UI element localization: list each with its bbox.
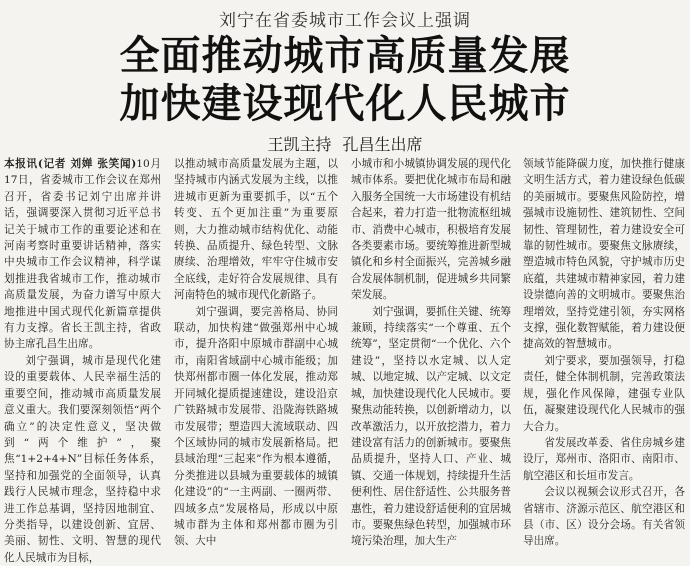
body-paragraph: 刘宁强调，城市是现代化建设的重要载体、人民幸福生活的重要空间，推动城市高质量发展意义重大。我们要深刻领悟“两个确立”的决定性意义，坚决做到“两个维护”，聚焦“1+2+4+N”目标任务体系，坚持和加强党的全面领导，认真践行人民城市理念，坚持稳中求进工作总基调，坚持因地制宜、分类指导，以建设创新、宜居、美丽、韧性、文明、智慧的现代化人民城市为目标，: [4, 354, 161, 564]
article-column-1: [4, 156, 161, 564]
article-column-2: [174, 156, 338, 548]
article-column-4: [523, 156, 685, 548]
body-paragraph: 刘宁强调，要完善格局、协同联动，加快构建“做强郑州中心城市，提升洛阳中原城市群副中心城市，南阳省域副中心城市能级；加快郑州都市圈一体化发展，推动郑开同城化提质提速建设，建设沿京广铁路城市发展带、沿陇海铁路城市发展带；塑造四大流域联动、四个区域协同的城市发展新格局。把县域治理“三起来”作为根本遵循，分类推进以县城为重要载体的城镇化建设”的“一主两副、一圈两带、四域多点”发展格局，形成以中原城市群为主体和郑州都市圈为引领、大中: [174, 305, 338, 548]
headline-line-2: 加快建设现代化人民城市: [119, 81, 571, 127]
article-subtitle: 王凯主持 孔昌生出席: [267, 135, 423, 154]
headline-line-1: 全面推动城市高质量发展: [119, 33, 571, 79]
article-column-3: [351, 156, 511, 548]
article-kicker: 刘宁在省委城市工作会议上强调: [219, 11, 471, 31]
body-paragraph: 领域节能降碳力度，加快推行健康文明生活方式，着力建设绿色低碳的美丽城市。要聚焦风险防控，增强城市设施韧性、建筑韧性、空间韧性、管理韧性，着力建设安全可靠的韧性城市。要聚焦文脉赓续，塑造城市特色风貌，守护城市历史底蕴，共建城市精神家园，着力建设崇德向善的文明城市。要聚焦治理增效，坚持党建引领，夯实网格支撑，强化数智赋能，着力建设便捷高效的智慧城市。: [523, 158, 685, 351]
body-paragraph: 以推动城市高质量发展为主题，以坚持城市内涵式发展为主线，以推进城市更新为重要抓手，以“五个转变、五个更加注重”为重要原则，大力推动城市结构优化、动能转换、品质提升、绿色转型、文脉赓续、治理增效，牢牢守住城市安全底线，走好符合发展规律、具有河南特色的城市现代化新路子。: [174, 158, 338, 302]
lead-text: 10月17日，省委城市工作会议在郑州召开，省委书记刘宁出席并讲话，强调要深入贯彻习近平总书记关于城市工作的重要论述和在河南考察时重要讲话精神，落实中央城市工作会议精神，科学谋划推进我省城市工作，推动城市高质量发展，为奋力谱写中原大地推进中国式现代化新篇章提供有力支撑。省长王凯主持，省政协主席孔昌生出席。: [4, 158, 161, 351]
body-paragraph: 刘宁强调，要抓住关键、统筹兼顾，持续落实“一个尊重、五个统筹”，坚定贯彻“一个优化、六个建设”，坚持以水定城、以人定城、以地定城、以产定城、以文定城，加快建设现代化人民城市。要聚焦动能转换，以创新增动力，以改革激活力，以开放挖潜力，着力建设富有活力的创新城市。要聚焦品质提升，坚持人口、产业、城镇、交通一体规划，持续提升生活便利性、居住舒适性、公共服务普惠性，着力建设舒适便利的宜居城市。要聚焦绿色转型，加强城市环境污染治理，加大生产: [351, 305, 511, 548]
lead-paragraph: [4, 156, 161, 353]
body-paragraph: 小城市和小城镇协调发展的现代化城市体系。要把优化城市布局和融入服务全国统一大市场建设有机结合起来，着力打造一批物流枢纽城市、消费中心城市，积极培育发展各类要素市场。要统筹推进新型城镇化和乡村全面振兴，完善城乡融合发展体制机制，促进城乡共同繁荣发展。: [351, 158, 511, 302]
body-paragraph: 刘宁要求，要加强领导，打稳责任，健全体制机制，完善政策法规，强化作风保障，建强专业队伍，凝聚建设现代化人民城市的强大合力。: [523, 354, 685, 433]
body-paragraph: 省发展改革委、省住房城乡建设厅，郑州市、洛阳市、南阳市、航空港区和长垣市发言。: [523, 436, 685, 482]
byline: 本报讯(记者 刘婵 张笑闻): [4, 158, 137, 170]
body-paragraph: 会议以视频会议形式召开，各省辖市、济源示范区、航空港区和县（市、区）设分会场。有关省领导出席。: [523, 486, 685, 548]
